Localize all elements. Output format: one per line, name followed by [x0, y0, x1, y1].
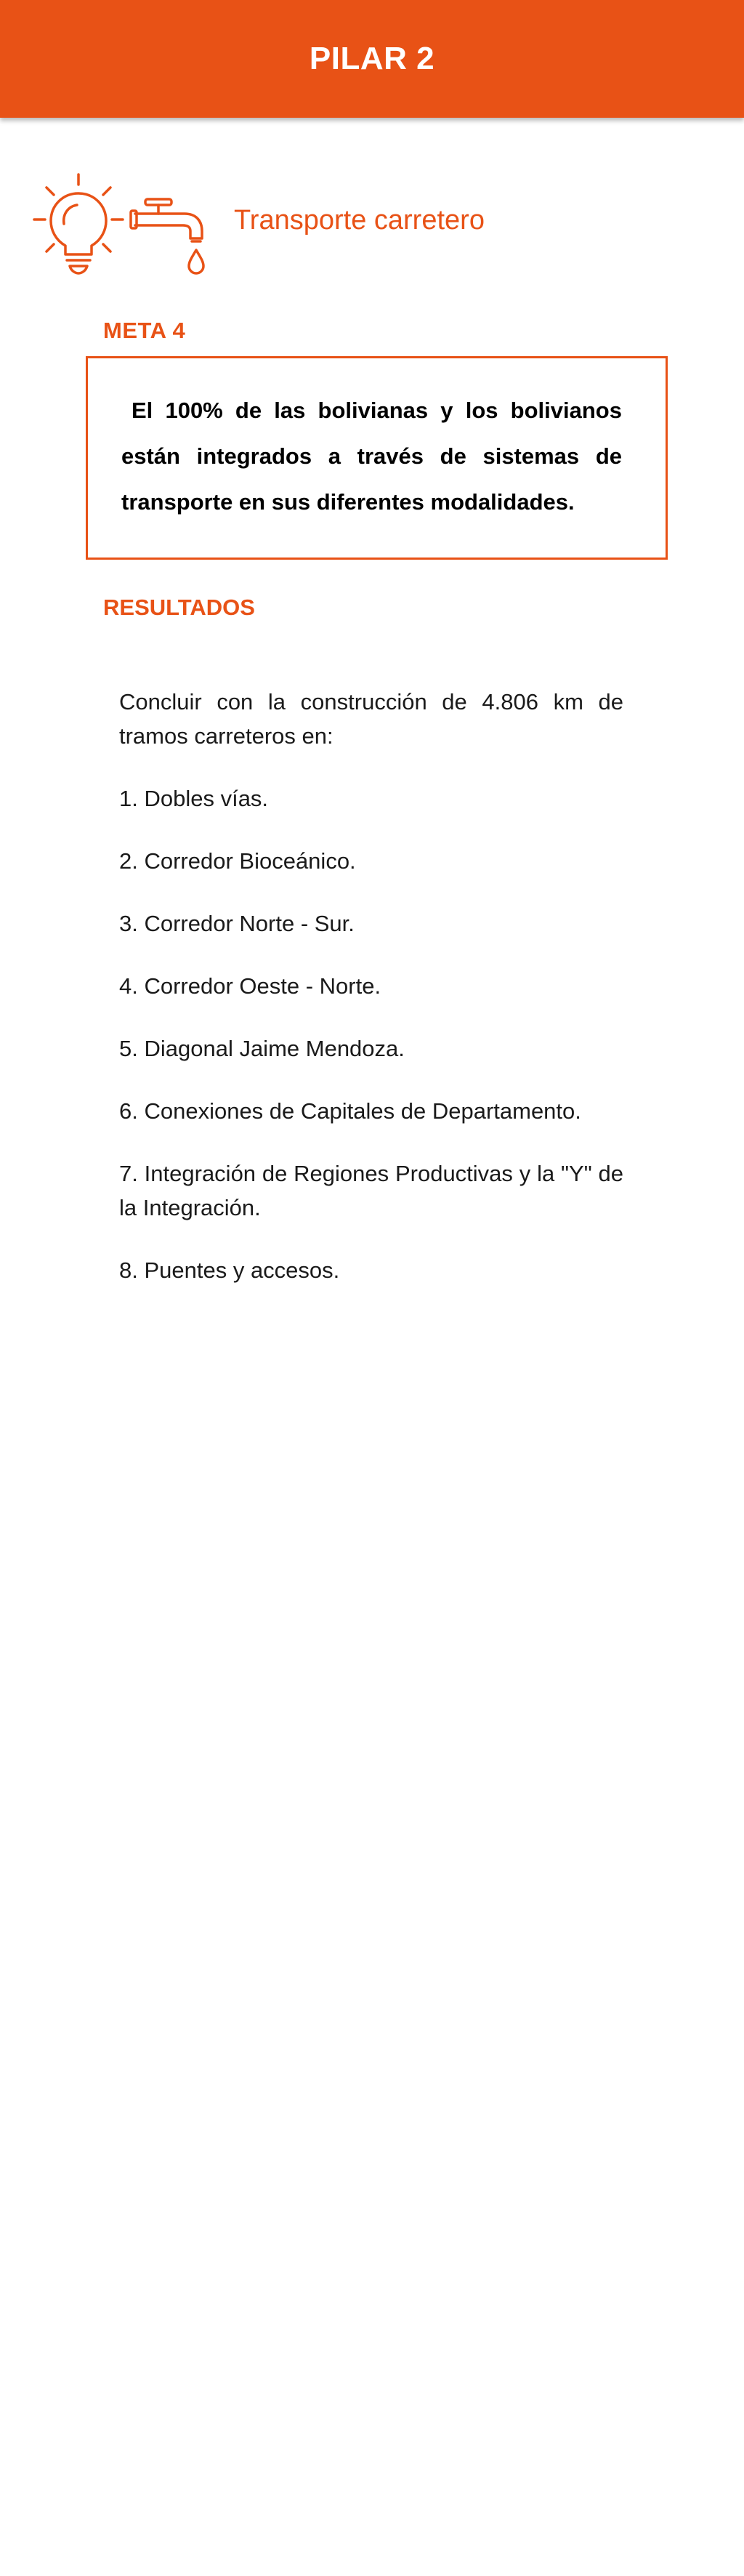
- list-item: 7. Integración de Regiones Productivas y la "Y" de la Integración.: [119, 1161, 623, 1220]
- list-item: 6. Conexiones de Capitales de Departamento.: [119, 1098, 581, 1124]
- list-item: 4. Corredor Oeste - Norte.: [119, 973, 381, 999]
- results-intro: Concluir con la construcción de 4.806 km de tramos carreteros en:: [119, 689, 623, 749]
- results-list: [119, 685, 623, 1316]
- lightbulb-icon: [34, 174, 123, 273]
- list-item: 5. Diagonal Jaime Mendoza.: [119, 1036, 405, 1061]
- list-item: 2. Corredor Bioceánico.: [119, 848, 356, 874]
- header-bar: [0, 0, 744, 118]
- list-item: 8. Puentes y accesos.: [119, 1257, 340, 1283]
- results-label: RESULTADOS: [103, 595, 255, 620]
- pillar-icons: [29, 169, 218, 278]
- list-item: 1. Dobles vías.: [119, 786, 269, 811]
- water-faucet-icon: [131, 199, 203, 273]
- meta-label: META 4: [103, 318, 186, 343]
- meta-text: El 100% de las bolivianas y los bolivianos están integrados a través de sistemas de transporte en sus diferentes modalidades.: [121, 398, 622, 515]
- page-title: PILAR 2: [309, 41, 435, 76]
- list-item: 3. Corredor Norte - Sur.: [119, 911, 355, 936]
- pillar-icons-graphic: [29, 169, 218, 278]
- meta-box: [86, 356, 668, 560]
- section-subtitle: Transporte carretero: [234, 205, 485, 236]
